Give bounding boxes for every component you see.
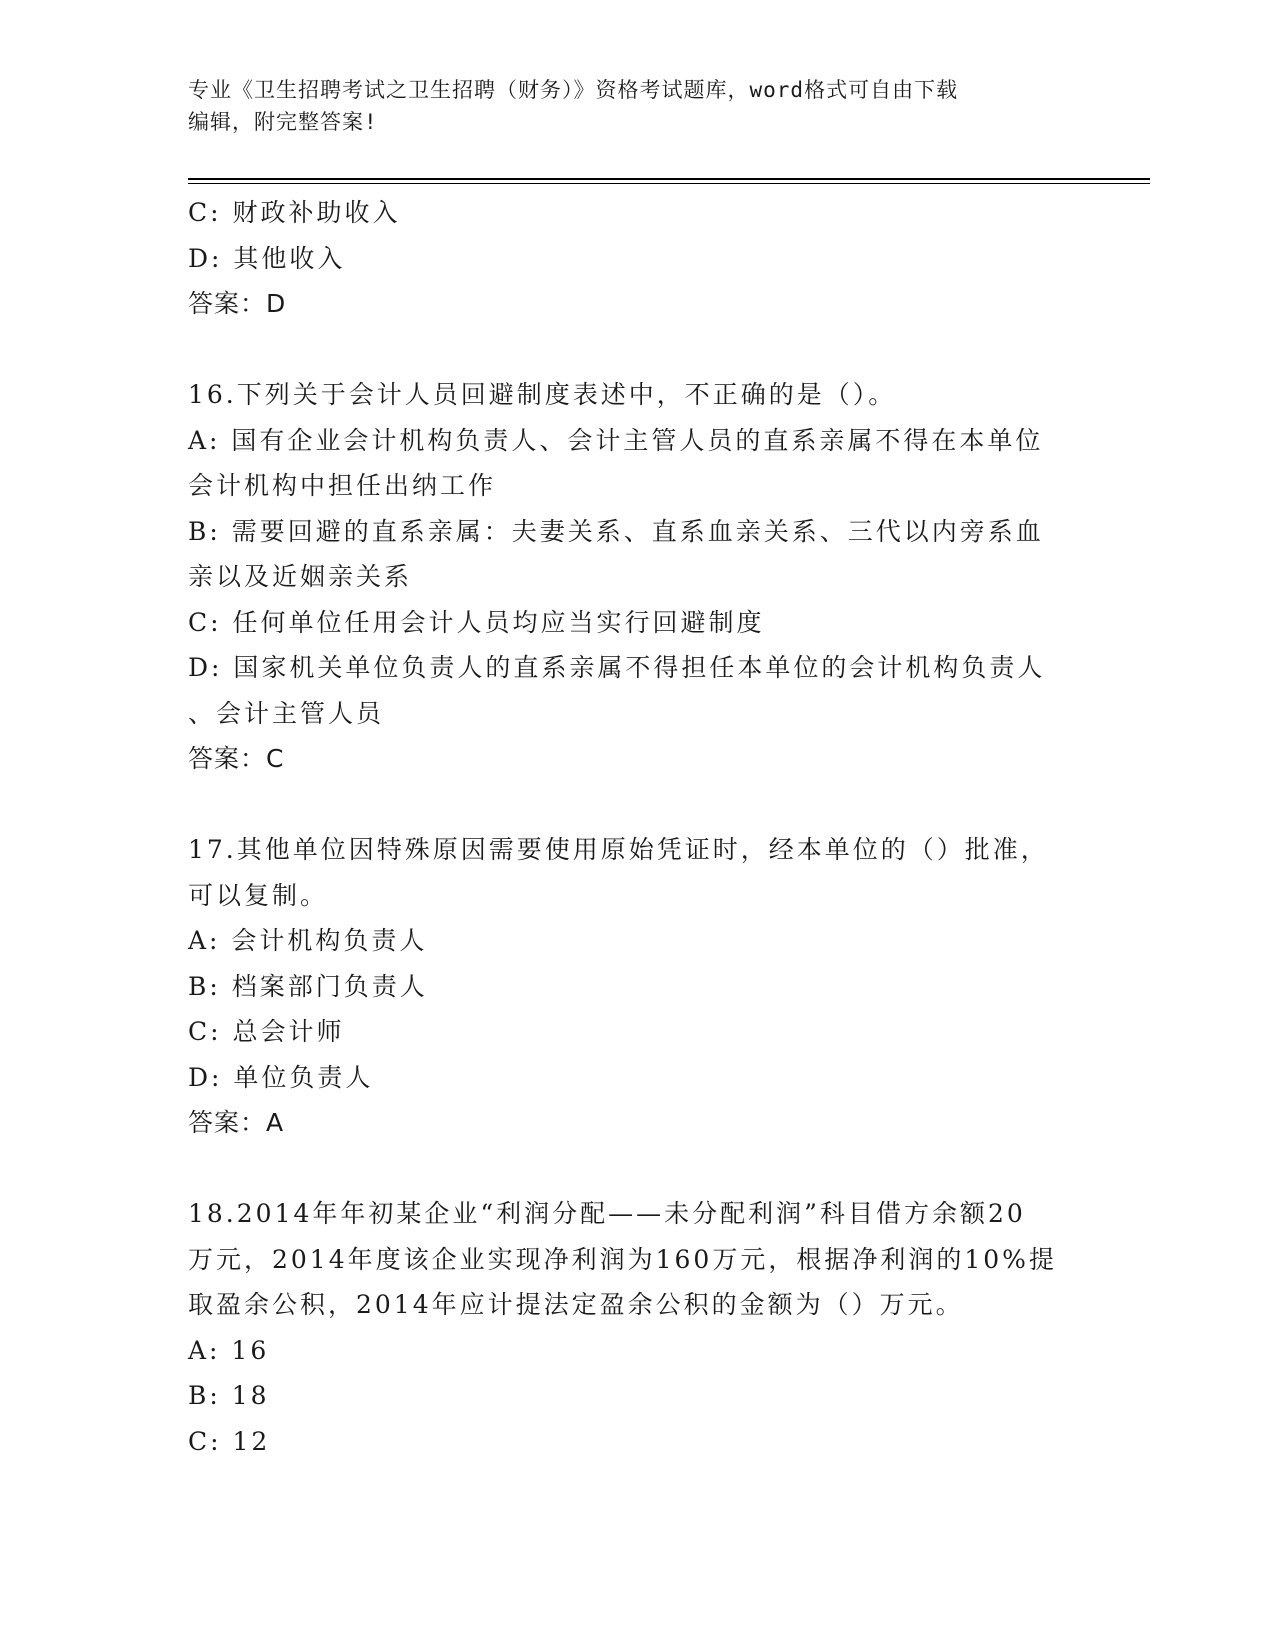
spacer [188,327,1078,373]
header-line-1: 专业《卫生招聘考试之卫生招聘（财务）》资格考试题库，word格式可自由下载 [188,78,959,102]
option-b: B: 档案部门负责人 [188,971,428,1001]
question-stem: 16.下列关于会计人员回避制度表述中，不正确的是（）。 [188,380,897,409]
question-stem-cont: 取盈余公积，2014年应计提法定盈余公积的金额为（）万元。 [188,1290,964,1319]
answer-label: 答案：D [188,289,287,318]
page-header [188,74,1068,138]
option-a: A: 16 [188,1335,270,1365]
option-c: C: 总会计师 [188,1017,345,1046]
option-d: D: 单位负责人 [188,1062,374,1092]
question-16 [188,372,1078,782]
question-stem: 17.其他单位因特殊原因需要使用原始凭证时，经本单位的（）批准， [188,835,1049,864]
question-stem-cont: 可以复制。 [188,880,329,910]
option-c: C: 任何单位任用会计人员均应当实行回避制度 [188,607,765,637]
option-a-cont: 会计机构中担任出纳工作 [188,471,497,500]
option-c: C: 12 [188,1426,271,1456]
option-d: D: 其他收入 [188,243,346,273]
question-15-tail [188,190,1078,327]
spacer [188,782,1078,828]
option-a: A: 会计机构负责人 [188,926,428,955]
question-18 [188,1191,1078,1464]
answer-label: 答案：C [188,744,285,773]
spacer [188,1146,1078,1192]
header-rule-thin [188,183,1150,184]
option-c: C: 财政补助收入 [188,198,401,227]
option-b-cont: 亲以及近姻亲关系 [188,562,413,591]
option-b: B: 18 [188,1381,270,1410]
header-line-2: 编辑，附完整答案! [188,110,378,134]
header-rule-thick [188,178,1150,180]
question-content [188,190,1078,1464]
option-b: B: 需要回避的直系亲属：夫妻关系、直系血亲关系、三代以内旁系血 [188,516,1044,546]
question-stem-cont: 万元，2014年度该企业实现净利润为160万元，根据净利润的10%提 [188,1244,1057,1274]
question-17 [188,827,1078,1146]
question-stem: 18.2014年年初某企业“利润分配——未分配利润”科目借方余额20 [188,1199,1026,1228]
option-a: A: 国有企业会计机构负责人、会计主管人员的直系亲属不得在本单位 [188,425,1044,455]
answer-label: 答案：A [188,1108,285,1137]
option-d-cont: 、会计主管人员 [188,698,385,728]
option-d: D: 国家机关单位负责人的直系亲属不得担任本单位的会计机构负责人 [188,653,1046,682]
